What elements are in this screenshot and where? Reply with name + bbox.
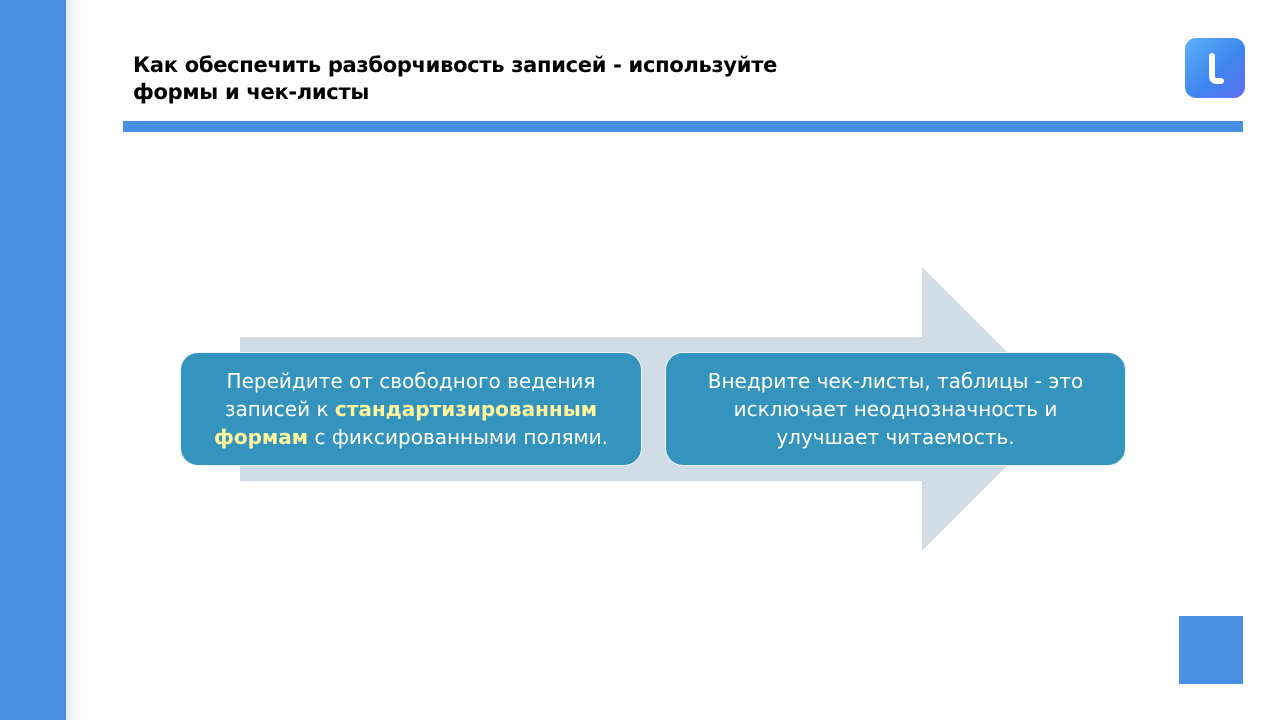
step-2-line-1: Внедрите чек-листы, таблицы - это — [707, 369, 1084, 393]
slide-title-line-1: Как обеспечить разборчивость записей - используйте — [133, 53, 778, 77]
step-card-1 — [180, 352, 642, 466]
step-2-line-2: исключает неоднозначность и — [733, 397, 1058, 421]
step-card-2-text — [708, 367, 1084, 451]
step-1-highlight-1: стандартизированным — [334, 397, 598, 421]
slide-title-line-2: формы и чек-листы — [133, 80, 370, 104]
step-card-2 — [665, 352, 1126, 466]
step-1-line-2-start: записей к — [224, 397, 335, 421]
step-card-1-text — [214, 367, 608, 451]
step-2-line-3: улучшает читаемость. — [776, 425, 1015, 449]
step-1-line-1: Перейдите от свободного ведения — [226, 369, 596, 393]
corner-decoration — [1179, 616, 1243, 684]
step-1-highlight-2: формам — [214, 425, 309, 449]
step-1-line-3-end: с фиксированными полями. — [308, 425, 608, 449]
